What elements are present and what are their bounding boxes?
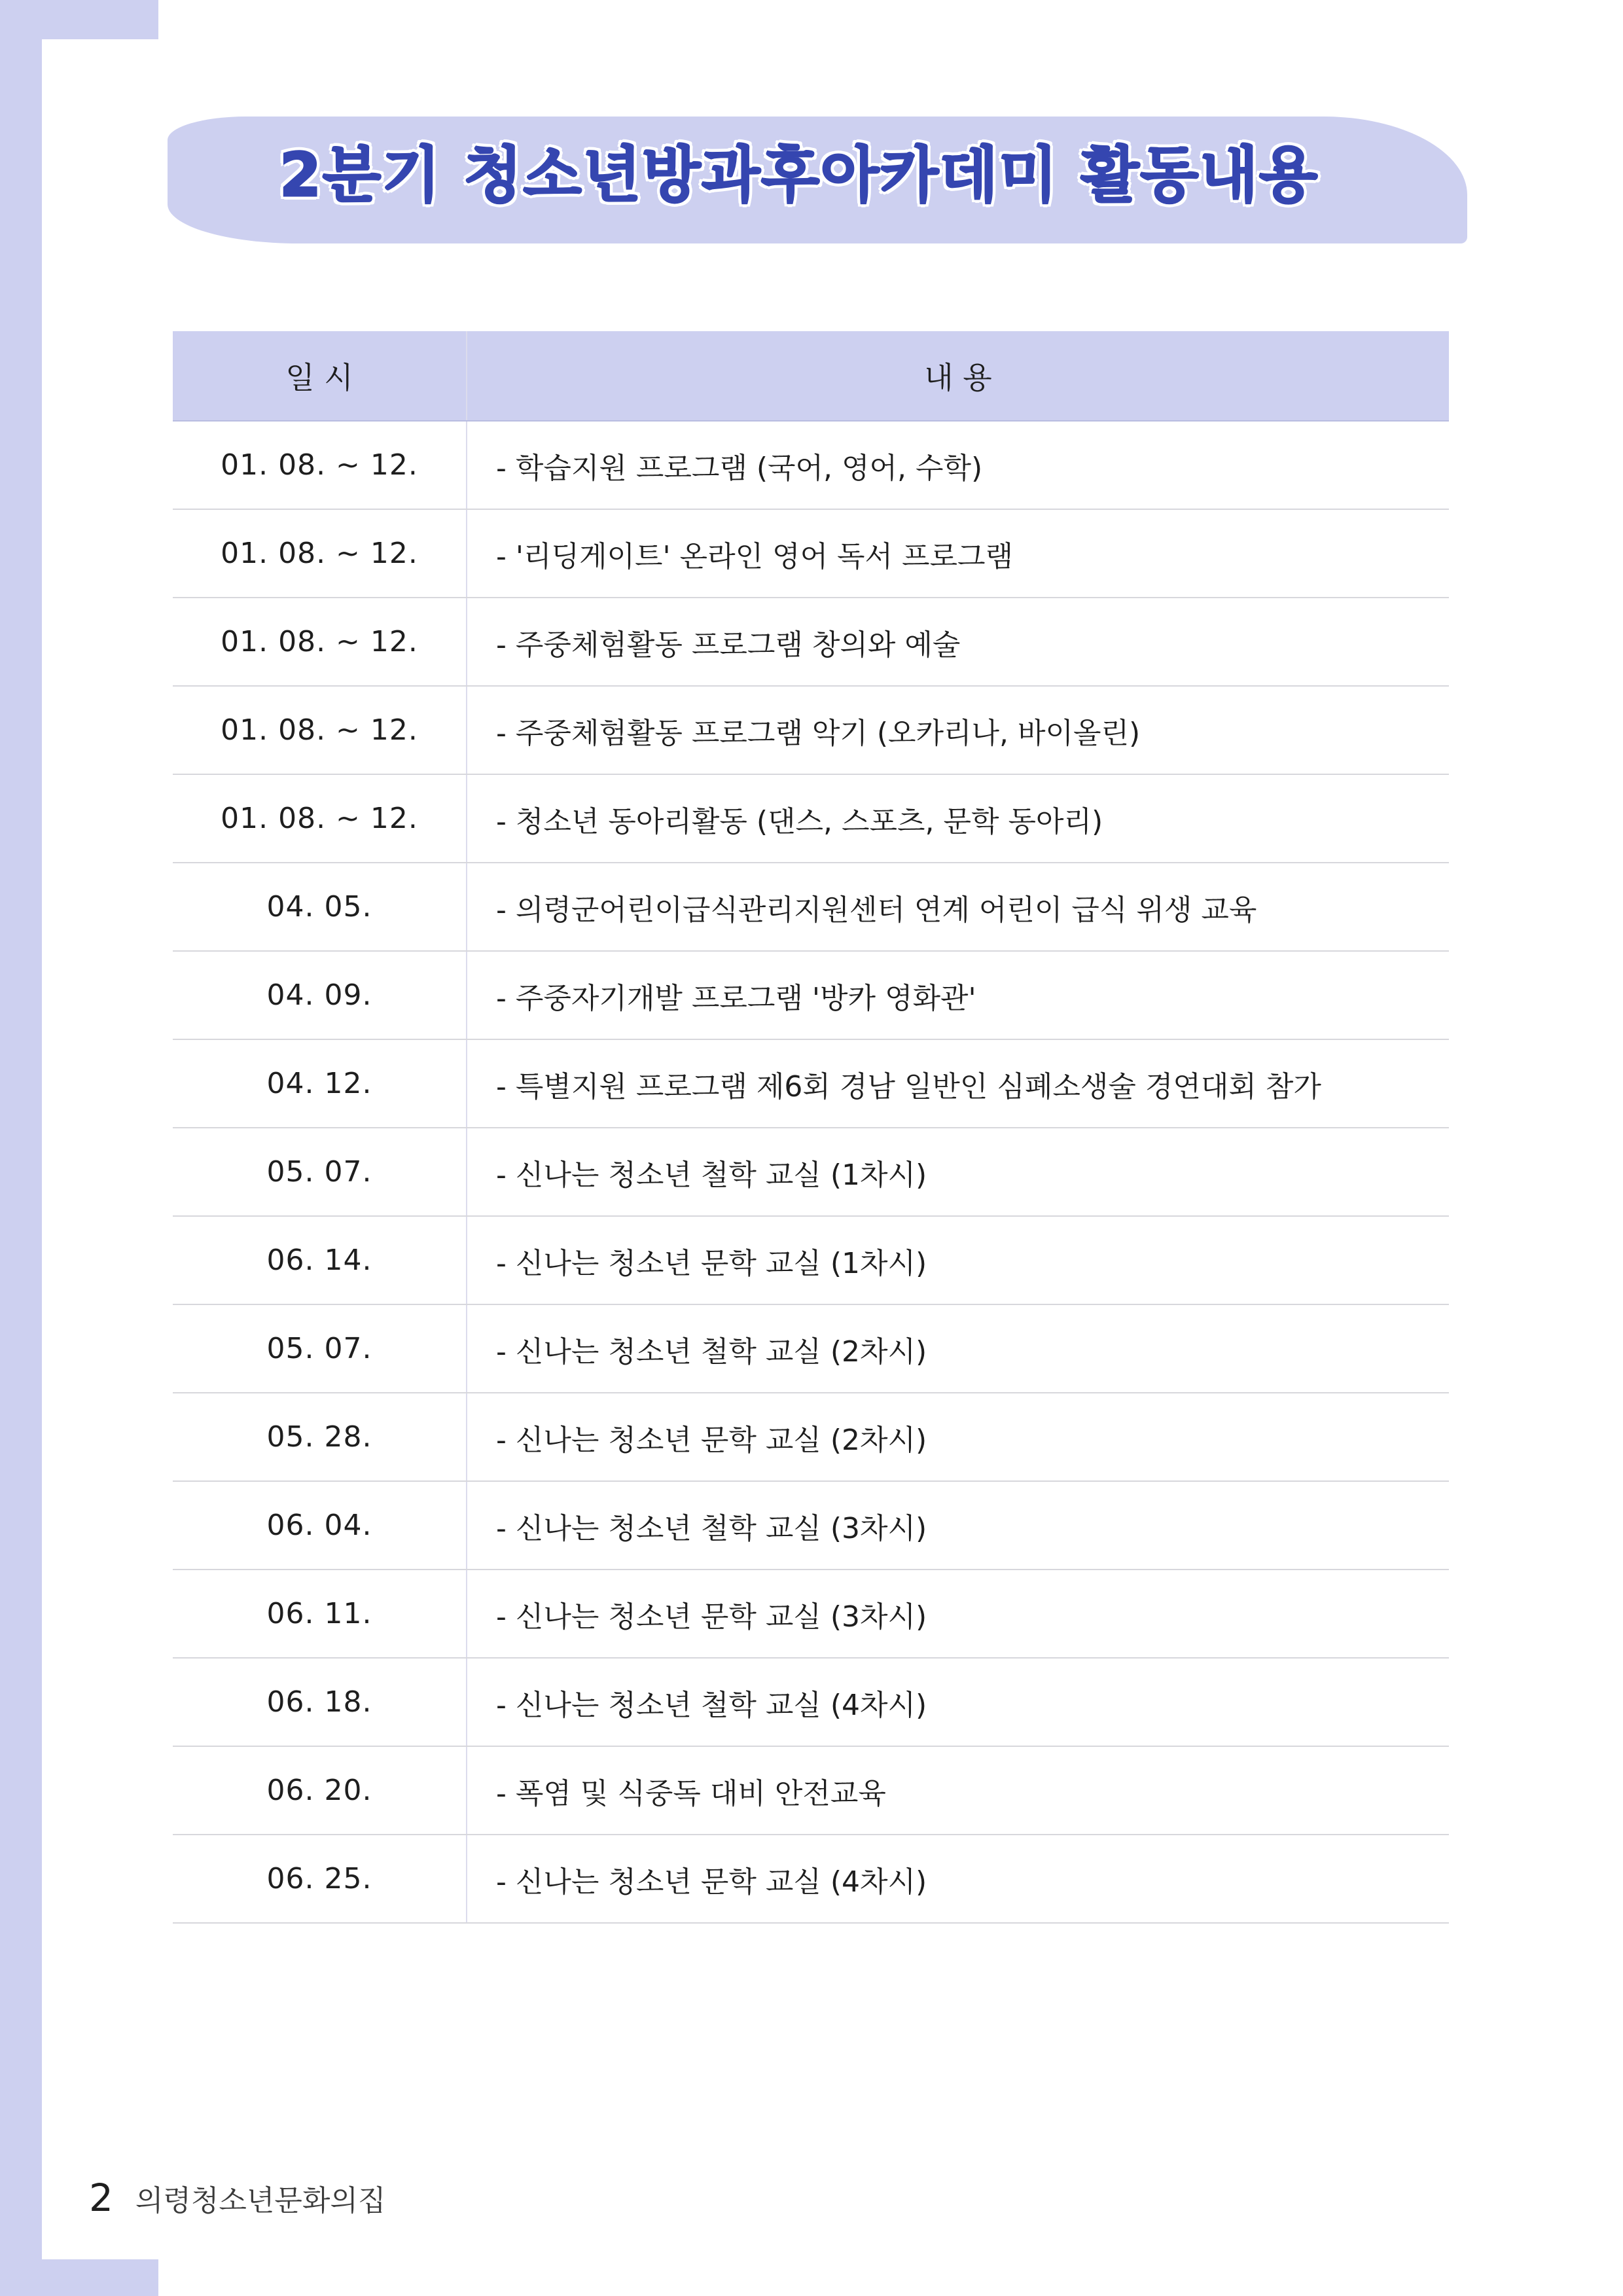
date-cell: 05. 07.	[266, 1155, 372, 1189]
date-cell: 01. 08. ~ 12.	[221, 713, 418, 747]
table-row	[173, 1040, 1449, 1128]
page-title: 2분기 청소년방과후아카데미 활동내용	[279, 140, 1319, 210]
table-row	[173, 687, 1449, 775]
content-column-header: 내 용	[466, 331, 1449, 420]
table-row	[173, 1835, 1449, 1924]
content-cell: - 학습지원 프로그램 (국어, 영어, 수학)	[466, 422, 1449, 509]
content-cell: - 신나는 청소년 문학 교실 (1차시)	[466, 1217, 1449, 1304]
content-cell: - 주중체험활동 프로그램 창의와 예술	[466, 598, 1449, 685]
content-cell: - 주중자기개발 프로그램 '방카 영화관'	[466, 952, 1449, 1039]
date-cell: 01. 08. ~ 12.	[221, 537, 418, 570]
table-row	[173, 863, 1449, 952]
date-cell: 04. 05.	[266, 890, 372, 924]
date-cell: 06. 25.	[266, 1862, 372, 1895]
date-column-header: 일 시	[285, 360, 353, 395]
date-cell: 06. 04.	[266, 1509, 372, 1542]
date-cell: 06. 11.	[266, 1597, 372, 1630]
table-row	[173, 1570, 1449, 1659]
decorative-top-tab	[0, 0, 158, 39]
decorative-side-strip	[0, 0, 42, 2296]
table-body	[173, 422, 1449, 1924]
content-cell: - 특별지원 프로그램 제6회 경남 일반인 심폐소생술 경연대회 참가	[466, 1040, 1449, 1127]
table-row	[173, 1305, 1449, 1393]
table-row	[173, 1482, 1449, 1570]
table-row	[173, 1747, 1449, 1835]
date-cell: 04. 09.	[266, 978, 372, 1012]
date-cell: 01. 08. ~ 12.	[221, 625, 418, 658]
activity-table	[173, 331, 1449, 1924]
content-cell: - 폭염 및 식중독 대비 안전교육	[466, 1747, 1449, 1834]
table-row	[173, 775, 1449, 863]
date-cell: 06. 20.	[266, 1774, 372, 1807]
page-number: 2	[89, 2176, 113, 2220]
table-row	[173, 422, 1449, 510]
table-header-row	[173, 331, 1449, 422]
date-cell: 01. 08. ~ 12.	[221, 802, 418, 835]
content-cell: - 주중체험활동 프로그램 악기 (오카리나, 바이올린)	[466, 687, 1449, 774]
table-row	[173, 1128, 1449, 1217]
content-cell: - 의령군어린이급식관리지원센터 연계 어린이 급식 위생 교육	[466, 863, 1449, 950]
content-cell: - 신나는 청소년 철학 교실 (1차시)	[466, 1128, 1449, 1215]
content-cell: - 청소년 동아리활동 (댄스, 스포츠, 문학 동아리)	[466, 775, 1449, 862]
table-row	[173, 598, 1449, 687]
content-cell: - 신나는 청소년 문학 교실 (3차시)	[466, 1570, 1449, 1657]
content-cell: - 신나는 청소년 문학 교실 (2차시)	[466, 1393, 1449, 1480]
table-row	[173, 1393, 1449, 1482]
date-cell: 06. 18.	[266, 1685, 372, 1719]
date-cell: 01. 08. ~ 12.	[221, 448, 418, 482]
publication-name: 의령청소년문화의집	[135, 2184, 386, 2217]
decorative-bottom-tab	[0, 2259, 158, 2296]
table-row	[173, 952, 1449, 1040]
table-row	[173, 1659, 1449, 1747]
page-footer	[89, 2172, 385, 2224]
date-cell: 05. 07.	[266, 1332, 372, 1365]
date-cell: 05. 28.	[266, 1420, 372, 1454]
table-row	[173, 1217, 1449, 1305]
content-cell: - 신나는 청소년 철학 교실 (3차시)	[466, 1482, 1449, 1569]
content-cell: - '리딩게이트' 온라인 영어 독서 프로그램	[466, 510, 1449, 597]
date-cell: 04. 12.	[266, 1067, 372, 1100]
content-cell: - 신나는 청소년 철학 교실 (4차시)	[466, 1659, 1449, 1746]
content-cell: - 신나는 청소년 철학 교실 (2차시)	[466, 1305, 1449, 1392]
table-row	[173, 510, 1449, 598]
content-cell: - 신나는 청소년 문학 교실 (4차시)	[466, 1835, 1449, 1922]
date-cell: 06. 14.	[266, 1244, 372, 1277]
